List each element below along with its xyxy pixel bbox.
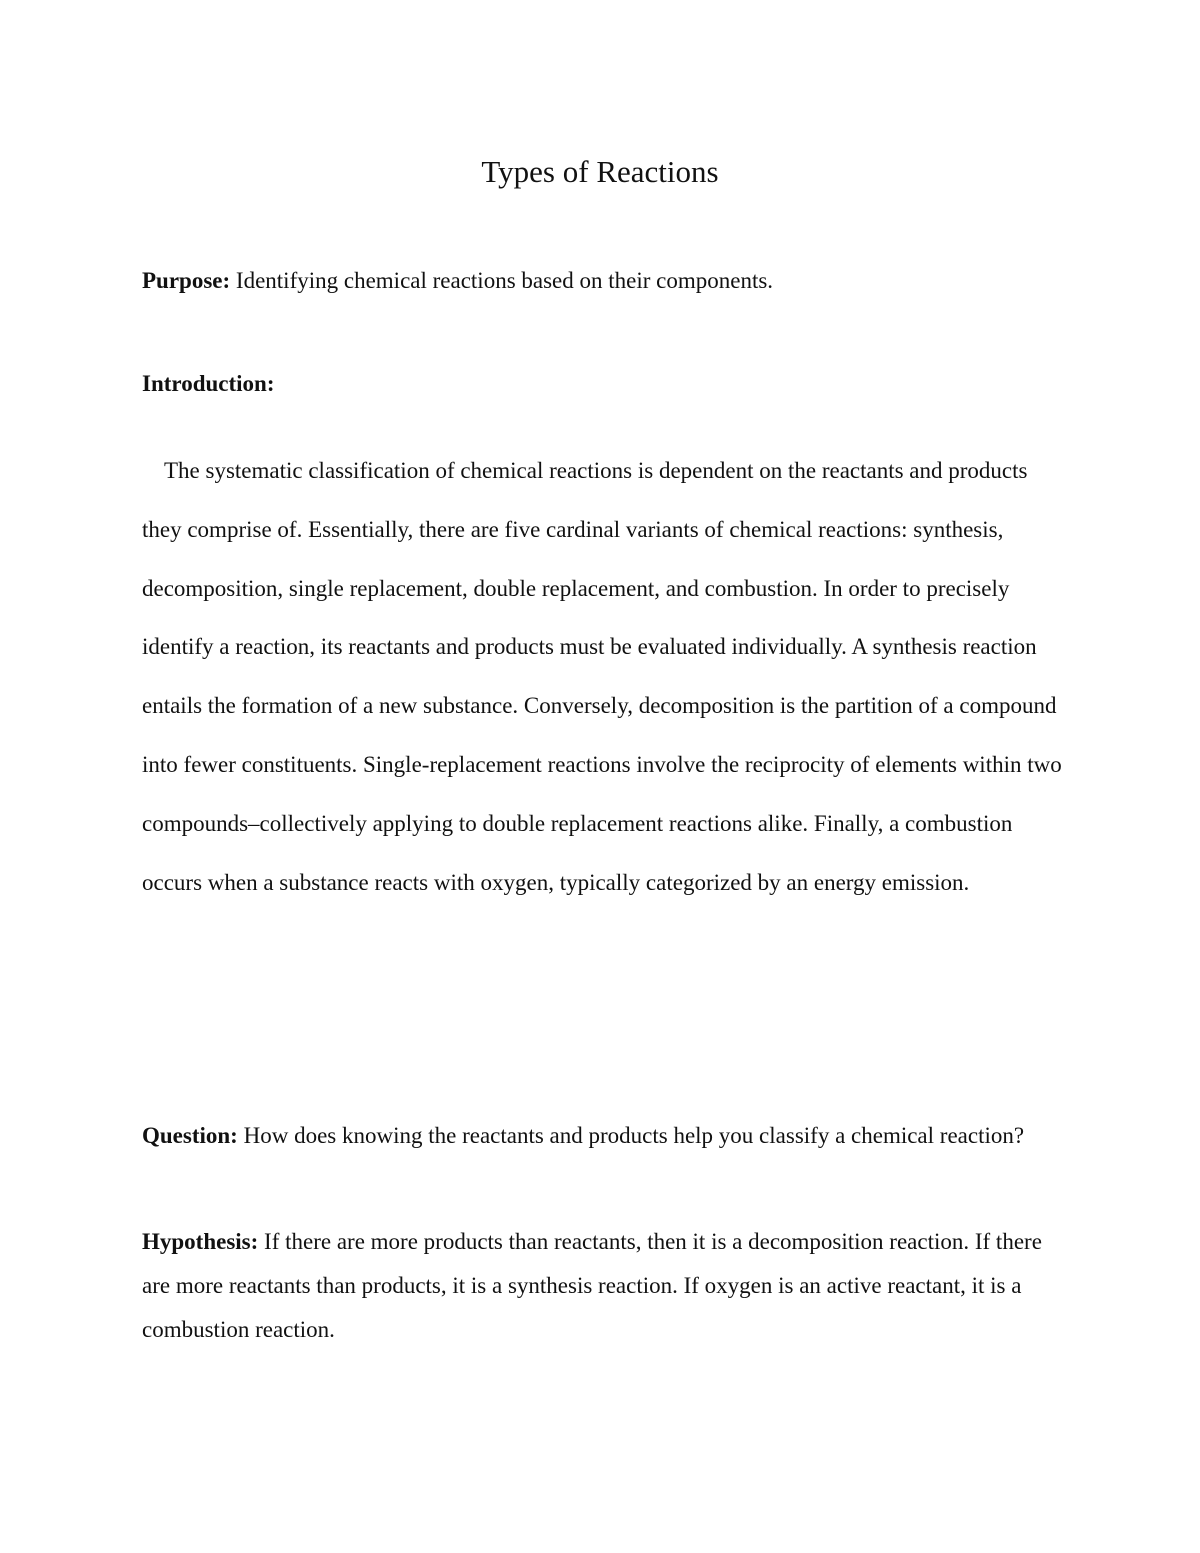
hypothesis-text: If there are more products than reactants, then it is a decomposition reaction. If there are more reactants than products, it is a synthesis reaction. If oxygen is an active reactant, it is a combustion reaction. <box>142 1229 1042 1342</box>
document-title: Types of Reactions <box>481 154 719 189</box>
question-label: Question: <box>142 1123 238 1148</box>
purpose-text: Identifying chemical reactions based on their components. <box>230 268 774 293</box>
question-paragraph <box>142 1114 1072 1158</box>
question-text: How does knowing the reactants and products help you classify a chemical reaction? <box>237 1123 1025 1148</box>
hypothesis-label: Hypothesis: <box>142 1229 259 1254</box>
introduction-heading: Introduction: <box>142 371 275 396</box>
purpose-label: Purpose: <box>142 268 231 293</box>
purpose-paragraph <box>142 264 1072 298</box>
hypothesis-paragraph <box>142 1220 1072 1352</box>
introduction-body: The systematic classification of chemical reactions is dependent on the reactants and products they comprise of. Essentially, there are five cardinal variants of chemical reactions: synthesis, decomposition, single replacement, double replacement, and combustion. In order to precisely identify a reaction, its reactants and products must be evaluated individually. A synthesis reaction entails the formation of a new substance. Conversely, decomposition is the partition of a compound into fewer constituents. Single-replacement reactions involve the reciprocity of elements within two compounds–collectively applying to double replacement reactions alike. Finally, a combustion occurs when a substance reacts with oxygen, typically categorized by an energy emission. <box>142 458 1062 895</box>
